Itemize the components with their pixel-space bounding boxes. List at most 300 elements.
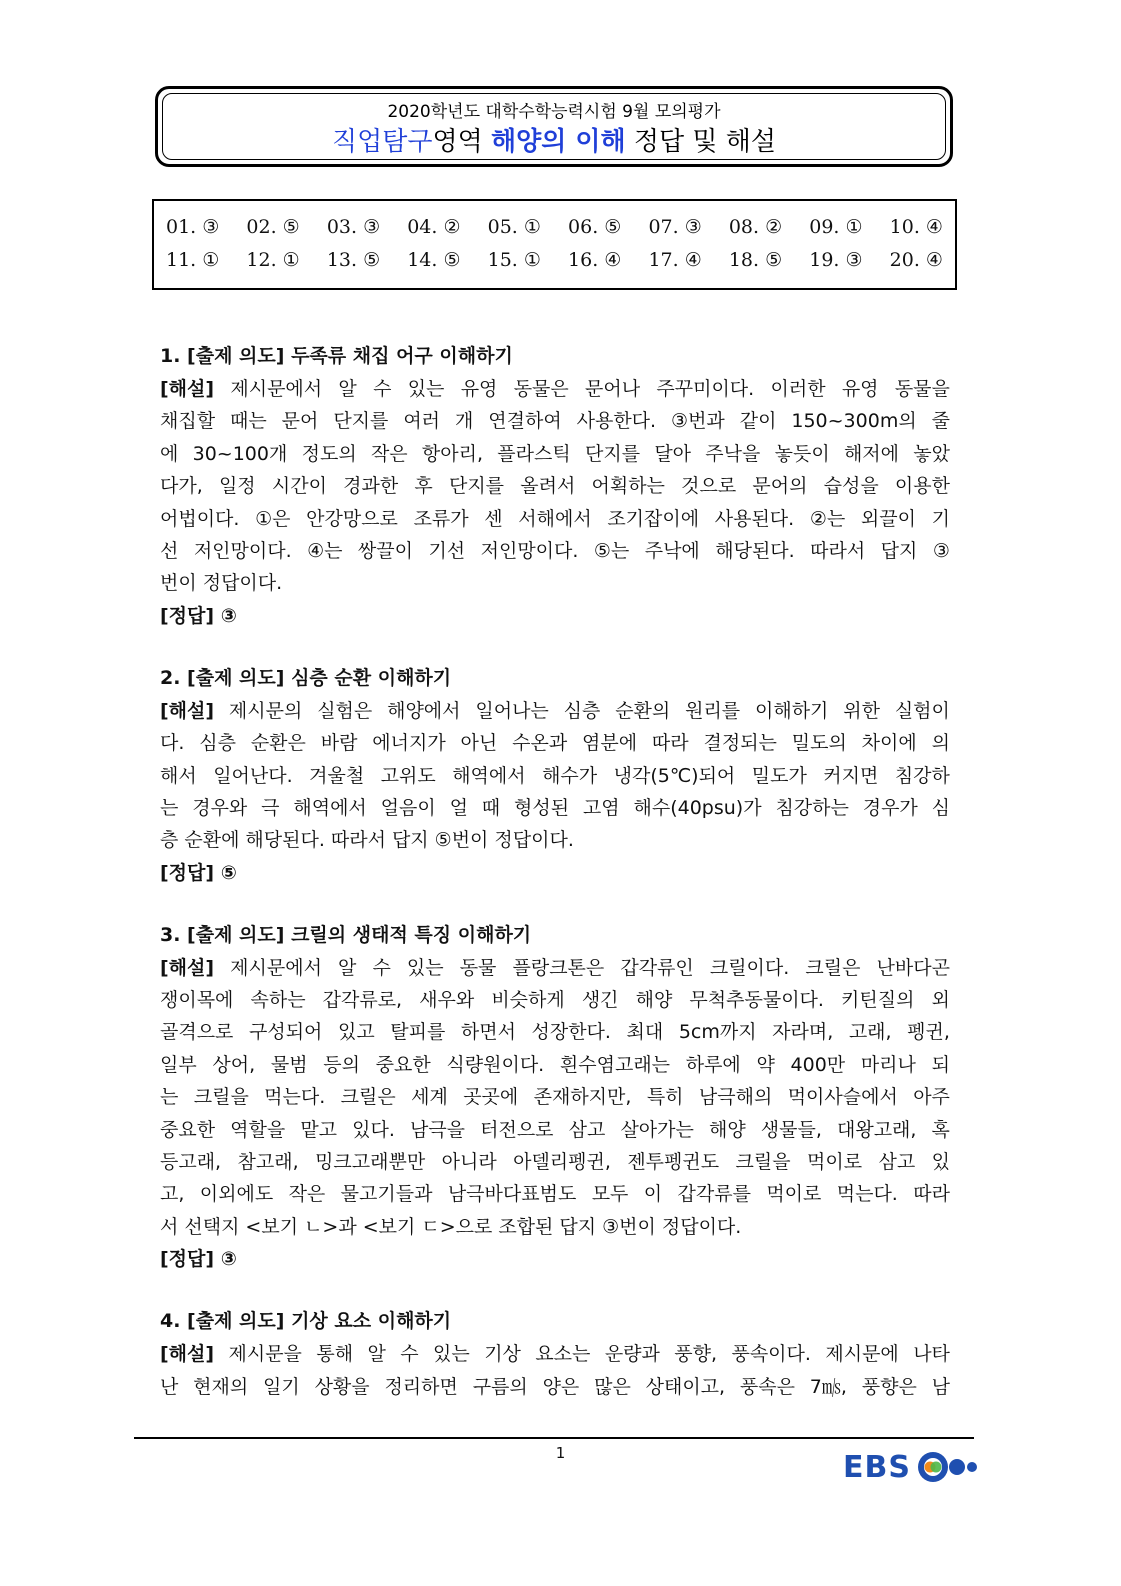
word: 해당된다. [715,539,795,562]
answer-item: 05. ① [487,216,541,238]
page-title [158,121,950,158]
word: 생긴 [581,989,619,1012]
word: 해당된다. [245,829,325,852]
word: 새우와 [419,989,475,1012]
word: 형성된 [514,796,570,819]
word: 탈피를 [390,1021,446,1044]
word: 곳곳에 [463,1086,519,1109]
answer-item: 08. ② [728,216,783,238]
word: 정답이다. [202,572,283,595]
word: 해양에서 [387,699,461,722]
word: 있다. [352,1118,395,1141]
word: 플랑크톤은 [512,956,605,979]
word: 항아리, [421,442,484,465]
word: 터전으로 [480,1118,554,1141]
title-area-suffix: 영역 [432,127,491,157]
word: 것으로 [681,475,737,498]
word: 정리하면 [384,1375,458,1398]
word: 따라 [913,1183,950,1206]
word: 선택지 [184,1215,240,1238]
word: 해양 [635,989,673,1012]
word: 밍크고래뿐만 [315,1151,426,1174]
word: ⑤번이 [434,829,489,852]
paragraph-line [160,792,950,824]
explanation-label: [해설] [160,699,215,722]
word: 일기 [263,1375,300,1398]
word: 사용한다. [576,410,657,433]
word: 식량원이다. [446,1053,545,1076]
answer-row-2 [166,249,943,271]
word: 아주 [913,1086,950,1109]
title-suffix: 정답 및 해설 [625,127,776,157]
word: 세계 [411,1086,448,1109]
word: 서해에서 [518,507,592,530]
word: 선 [160,539,179,562]
answer-line: [정답] ③ [160,1248,237,1271]
word: 기상 [484,1343,521,1366]
word: 이외에도 [199,1183,274,1206]
word: 겨울철 [309,764,365,787]
word: 참고래, [237,1151,299,1174]
word: 동물 [459,956,497,979]
word: 먹이로 [766,1183,822,1206]
word: 최대 [626,1021,664,1044]
paragraph-line [160,824,950,856]
word: <보기 [245,1215,299,1238]
word: 어법이다. [160,507,240,530]
word: 조류가 [413,507,469,530]
explanation-label: [해설] [160,1343,215,1366]
paragraph-line [160,1146,950,1178]
word: 이러한 [770,378,826,400]
word: 고위도 [380,764,436,787]
ebs-logo [843,1447,995,1487]
word: 현재의 [193,1375,249,1398]
word: 조기잡이에 [607,507,700,530]
word: 같이 [739,410,777,433]
word: 비슷하게 [491,989,565,1012]
word: 특히 [646,1086,684,1109]
word: 쟁이목에 [160,989,234,1012]
answer-item: 07. ③ [648,216,702,238]
word: 침강하 [894,764,950,787]
word: 에 [160,442,179,465]
word: 수 [400,1343,419,1366]
word: ⑤는 [593,539,630,562]
word: 서 [160,1215,179,1238]
word: 있는 [433,1343,470,1366]
word: 해양 [708,1118,746,1141]
word: 살아가는 [620,1118,694,1141]
word: 여러 [403,410,441,433]
word: 있는 [406,956,444,979]
word: 난 [160,1375,179,1398]
word: 남극바다표범도 [447,1183,577,1206]
word: 이 [643,1183,663,1206]
word: 의 [931,732,950,755]
word: 갑각류를 [677,1183,751,1206]
page-number: 1 [555,1444,566,1462]
word: 심 [931,796,950,819]
word: 기선 [428,539,466,562]
word: 나타 [913,1343,950,1366]
word: 따라서 [810,539,866,562]
word: 염분에 [582,732,638,755]
word: 따라서 [330,829,386,852]
word: 성장한다. [531,1021,611,1044]
word: 상태이고, [645,1375,726,1398]
word: ㄷ>으로 [421,1215,493,1238]
word: 무척추동물이다. [689,989,824,1012]
word: 안강망으로 [306,507,398,530]
word: 커지면 [823,764,879,787]
word: 있는 [407,378,445,400]
word: 주낙을 [705,442,761,465]
word: 사용된다. [714,507,795,530]
word: ④는 [307,539,343,562]
word: 동물을 [894,378,950,400]
word: 답지 [880,539,918,562]
word: 혹 [931,1118,950,1141]
answer-key-table [152,199,957,290]
word: 에너지가 [372,732,446,755]
word: 많은 [594,1375,631,1398]
answer-item: 06. ⑤ [568,216,622,238]
word: 상황을 [314,1375,370,1398]
answer-item: 15. ① [487,249,541,271]
title-subject: 해양의 이해 [490,127,626,157]
word: 문어 [281,410,319,433]
footer-divider [134,1437,974,1439]
word: 때는 [230,410,267,433]
word: 있 [931,1151,950,1174]
word: 문어나 [585,378,641,400]
word: 크릴을 [735,1151,791,1174]
answer-item: 17. ④ [648,249,702,271]
word: 결정되는 [703,732,777,755]
word: 문어의 [752,475,808,498]
title-box [155,86,953,167]
word: 제시문을 [228,1343,302,1366]
word: 때 [481,796,501,819]
word: 답지 [559,1215,597,1238]
word: 달아 [654,442,692,465]
explanation-label: [해설] [160,956,215,979]
word: 해역에서 [452,764,526,787]
word: 단지를 [333,410,389,433]
word: 해수가 [542,764,598,787]
word: 알 [338,956,357,979]
word: 아닌 [460,732,498,755]
word: 구성되어 [248,1021,323,1044]
word: 해저에 [843,442,900,465]
word: 바람 [320,732,358,755]
word: 하면서 [460,1021,516,1044]
explanation-label: [해설] [160,378,215,400]
word: 유영 [460,378,498,400]
word: 되 [931,1053,950,1076]
answer-item: 04. ② [407,216,461,238]
word: 답지 [391,829,429,852]
paragraph-line [160,1016,950,1048]
paragraph-line [160,760,950,792]
word: 풍향, [674,1343,718,1366]
word: 7㎧, [809,1375,847,1398]
answer-item: 12. ① [246,249,300,271]
word: 물범 [270,1053,308,1076]
word: 양은 [542,1375,580,1398]
word: 먹이로 [807,1151,863,1174]
word: 크릴은 [805,956,861,979]
title-subject-area: 직업탐구 [332,127,433,157]
word: 대왕고래, [836,1118,917,1141]
word: 제시문에서 [230,378,323,400]
word: 운량과 [604,1343,660,1366]
word: 크릴이다. [709,956,790,979]
paragraph-line [160,984,950,1016]
word: 주낙에 [644,539,700,562]
paragraph-line [160,535,950,567]
word: ①은 [255,507,291,530]
word: 해서 [160,764,197,787]
answer-line: [정답] ⑤ [160,861,237,884]
ebs-logo-icon [915,1449,995,1485]
question-title: 1. [출제 의도] 두족류 채집 어구 이해하기 [160,345,513,367]
word: 고염 [582,796,620,819]
question-title: 2. [출제 의도] 심층 순환 이해하기 [160,666,452,689]
word: 상어, [212,1053,256,1076]
word: 5cm까지 [678,1021,757,1044]
word: 알 [367,1343,386,1366]
word: 고, [160,1183,185,1206]
word: 흰수염고래는 [559,1053,671,1076]
paragraph-line [160,1049,950,1081]
word: 하루에 [685,1053,741,1076]
paragraph-line [160,1338,950,1370]
word: 얼음이 [380,796,436,819]
word: 중요한 [160,1118,216,1141]
paragraph-line [160,952,950,984]
word: 해역에서 [293,796,367,819]
word: 놓았 [913,442,950,465]
word: 갑각류인 [620,956,694,979]
word: 제시문의 [228,699,303,722]
word: 단지를 [448,475,505,498]
word: 시간이 [271,475,327,498]
word: 속하는 [250,989,306,1012]
answer-item: 02. ⑤ [246,216,300,238]
word: 일부 [160,1053,197,1076]
answer-item: 18. ⑤ [728,249,783,271]
word: 올려서 [520,475,576,498]
word: 조합된 [498,1215,554,1238]
word: 위한 [843,699,880,722]
question-title: 3. [출제 의도] 크릴의 생태적 특징 이해하기 [160,923,532,946]
word: 남극해의 [698,1086,773,1109]
word: 풍속은 [739,1375,795,1398]
word: 난바다곤 [876,956,950,979]
paragraph-line [160,1178,950,1210]
word: 존재하지만, [533,1086,632,1109]
word: 아니라 [441,1151,497,1174]
word: 실험은 [317,699,373,722]
paragraph-line [160,1371,950,1403]
word: 이해하기 [755,699,829,722]
word: 물고기들과 [340,1183,433,1206]
word: 중요한 [375,1053,431,1076]
word: 남극을 [409,1118,466,1141]
word: 펭귄, [907,1021,950,1044]
word: 는 [160,1086,179,1109]
word: ③번과 [671,410,725,433]
word: 젠투펭귄도 [627,1151,720,1174]
word: 크릴은 [340,1086,396,1109]
answer-item: 14. ⑤ [407,249,461,271]
word: 외 [931,989,950,1012]
word: 통해 [316,1343,354,1366]
word: 어획하는 [591,475,665,498]
word: 먹는다. [264,1086,326,1109]
word: 역할을 [230,1118,286,1141]
word: 수 [372,956,391,979]
word: 채집할 [160,410,216,433]
word: ③번이 [602,1215,656,1238]
word: 알 [338,378,357,400]
paragraph-line [160,1081,950,1113]
word: 고래, [848,1021,892,1044]
word: 외끌이 [860,507,916,530]
word: 경우와 [192,796,248,819]
word: 극 [261,796,280,819]
word: 실험이 [894,699,950,722]
word: 쌍끌이 [357,539,413,562]
word: 제시문에서 [230,956,322,979]
word: 요소는 [535,1343,591,1366]
answer-row-1 [166,216,943,238]
word: 갑각류로, [322,989,403,1012]
word: 마리나 [860,1053,916,1076]
paragraph-line [160,567,950,599]
word: 풍향은 [861,1375,917,1398]
paragraph-line [160,727,950,759]
word: 작은 [288,1183,326,1206]
word: 따라 [651,732,689,755]
paragraph-line [160,1114,950,1146]
word: 30~100개 [192,442,288,465]
word: 저인망이다. [193,539,292,562]
word: 이용한 [894,475,950,498]
word: 는 [160,796,179,819]
word: 400만 [790,1053,846,1076]
word: 단지를 [584,442,641,465]
word: 기 [931,507,950,530]
answer-item: 10. ④ [889,216,943,238]
word: 순환은 [250,732,306,755]
word: 모두 [591,1183,629,1206]
word: 순환의 [615,699,671,722]
word: 일정 [218,475,256,498]
word: 구름의 [472,1375,528,1398]
explanations [160,340,950,1403]
paragraph-line [160,405,950,437]
word: 등의 [323,1053,360,1076]
word: 먹이사슬에서 [787,1086,898,1109]
word: 심층 [199,732,236,755]
word: 풍속이다. [731,1343,811,1366]
word: 다가, [160,475,203,498]
ebs-logo-text: EBS [843,1449,911,1485]
paragraph-line [160,503,950,535]
question-title: 4. [출제 의도] 기상 요소 이해하기 [160,1310,452,1333]
word: 주꾸미이다. [656,378,755,400]
word: 동물은 [513,378,569,400]
answer-item: 20. ④ [889,249,943,271]
word: 정답이다. [661,1215,742,1238]
word: 습성을 [823,475,879,498]
word: 차이에 [861,732,917,755]
word: 일어난다. [213,764,293,787]
word: 아델리펭귄, [513,1151,611,1174]
word: 150~300m의 [791,410,917,433]
word: 층 [160,829,179,852]
word: 수 [373,378,392,400]
answer-item: 09. ① [809,216,863,238]
paragraph-line [160,695,950,727]
word: 약 [756,1053,775,1076]
paragraph-line [160,373,950,405]
word: 등고래, [160,1151,222,1174]
word: 수온과 [512,732,568,755]
word: 줄 [931,410,950,433]
word: ②는 [809,507,846,530]
word: 일어나는 [475,699,549,722]
word: 얼 [449,796,468,819]
word: 침강하는 [775,796,849,819]
word: 번이 [160,572,197,595]
word: ③ [932,539,950,562]
paragraph-line [160,1211,950,1243]
paragraph-line [160,438,950,470]
word: 다. [160,732,185,755]
answer-item: 01. ③ [166,216,220,238]
word: 맡고 [300,1118,338,1141]
word: 크릴을 [193,1086,249,1109]
word: 정답이다. [494,829,574,852]
word: 유영 [841,378,879,400]
word: <보기 [362,1215,416,1238]
word: 정도의 [301,442,357,465]
word: 생물들, [760,1118,822,1141]
word: 제시문에 [825,1343,899,1366]
word: 경우가 [862,796,918,819]
answer-line: [정답] ③ [160,604,237,627]
answer-item: 03. ③ [326,216,381,238]
answer-item: 11. ① [166,249,220,271]
answer-item: 19. ③ [809,249,863,271]
word: 삼고 [878,1151,916,1174]
word: 삼고 [568,1118,606,1141]
answer-item: 13. ⑤ [326,249,381,271]
word: 자라며, [772,1021,834,1044]
word: 해수(40psu)가 [633,796,762,819]
word: 경과한 [343,475,399,498]
paragraph-line [160,470,950,502]
word: 플라스틱 [497,442,571,465]
word: 개 [454,410,474,433]
word: 냉각(5℃)되어 [613,764,736,787]
word: 있고 [337,1021,375,1044]
word: 남 [931,1375,950,1398]
